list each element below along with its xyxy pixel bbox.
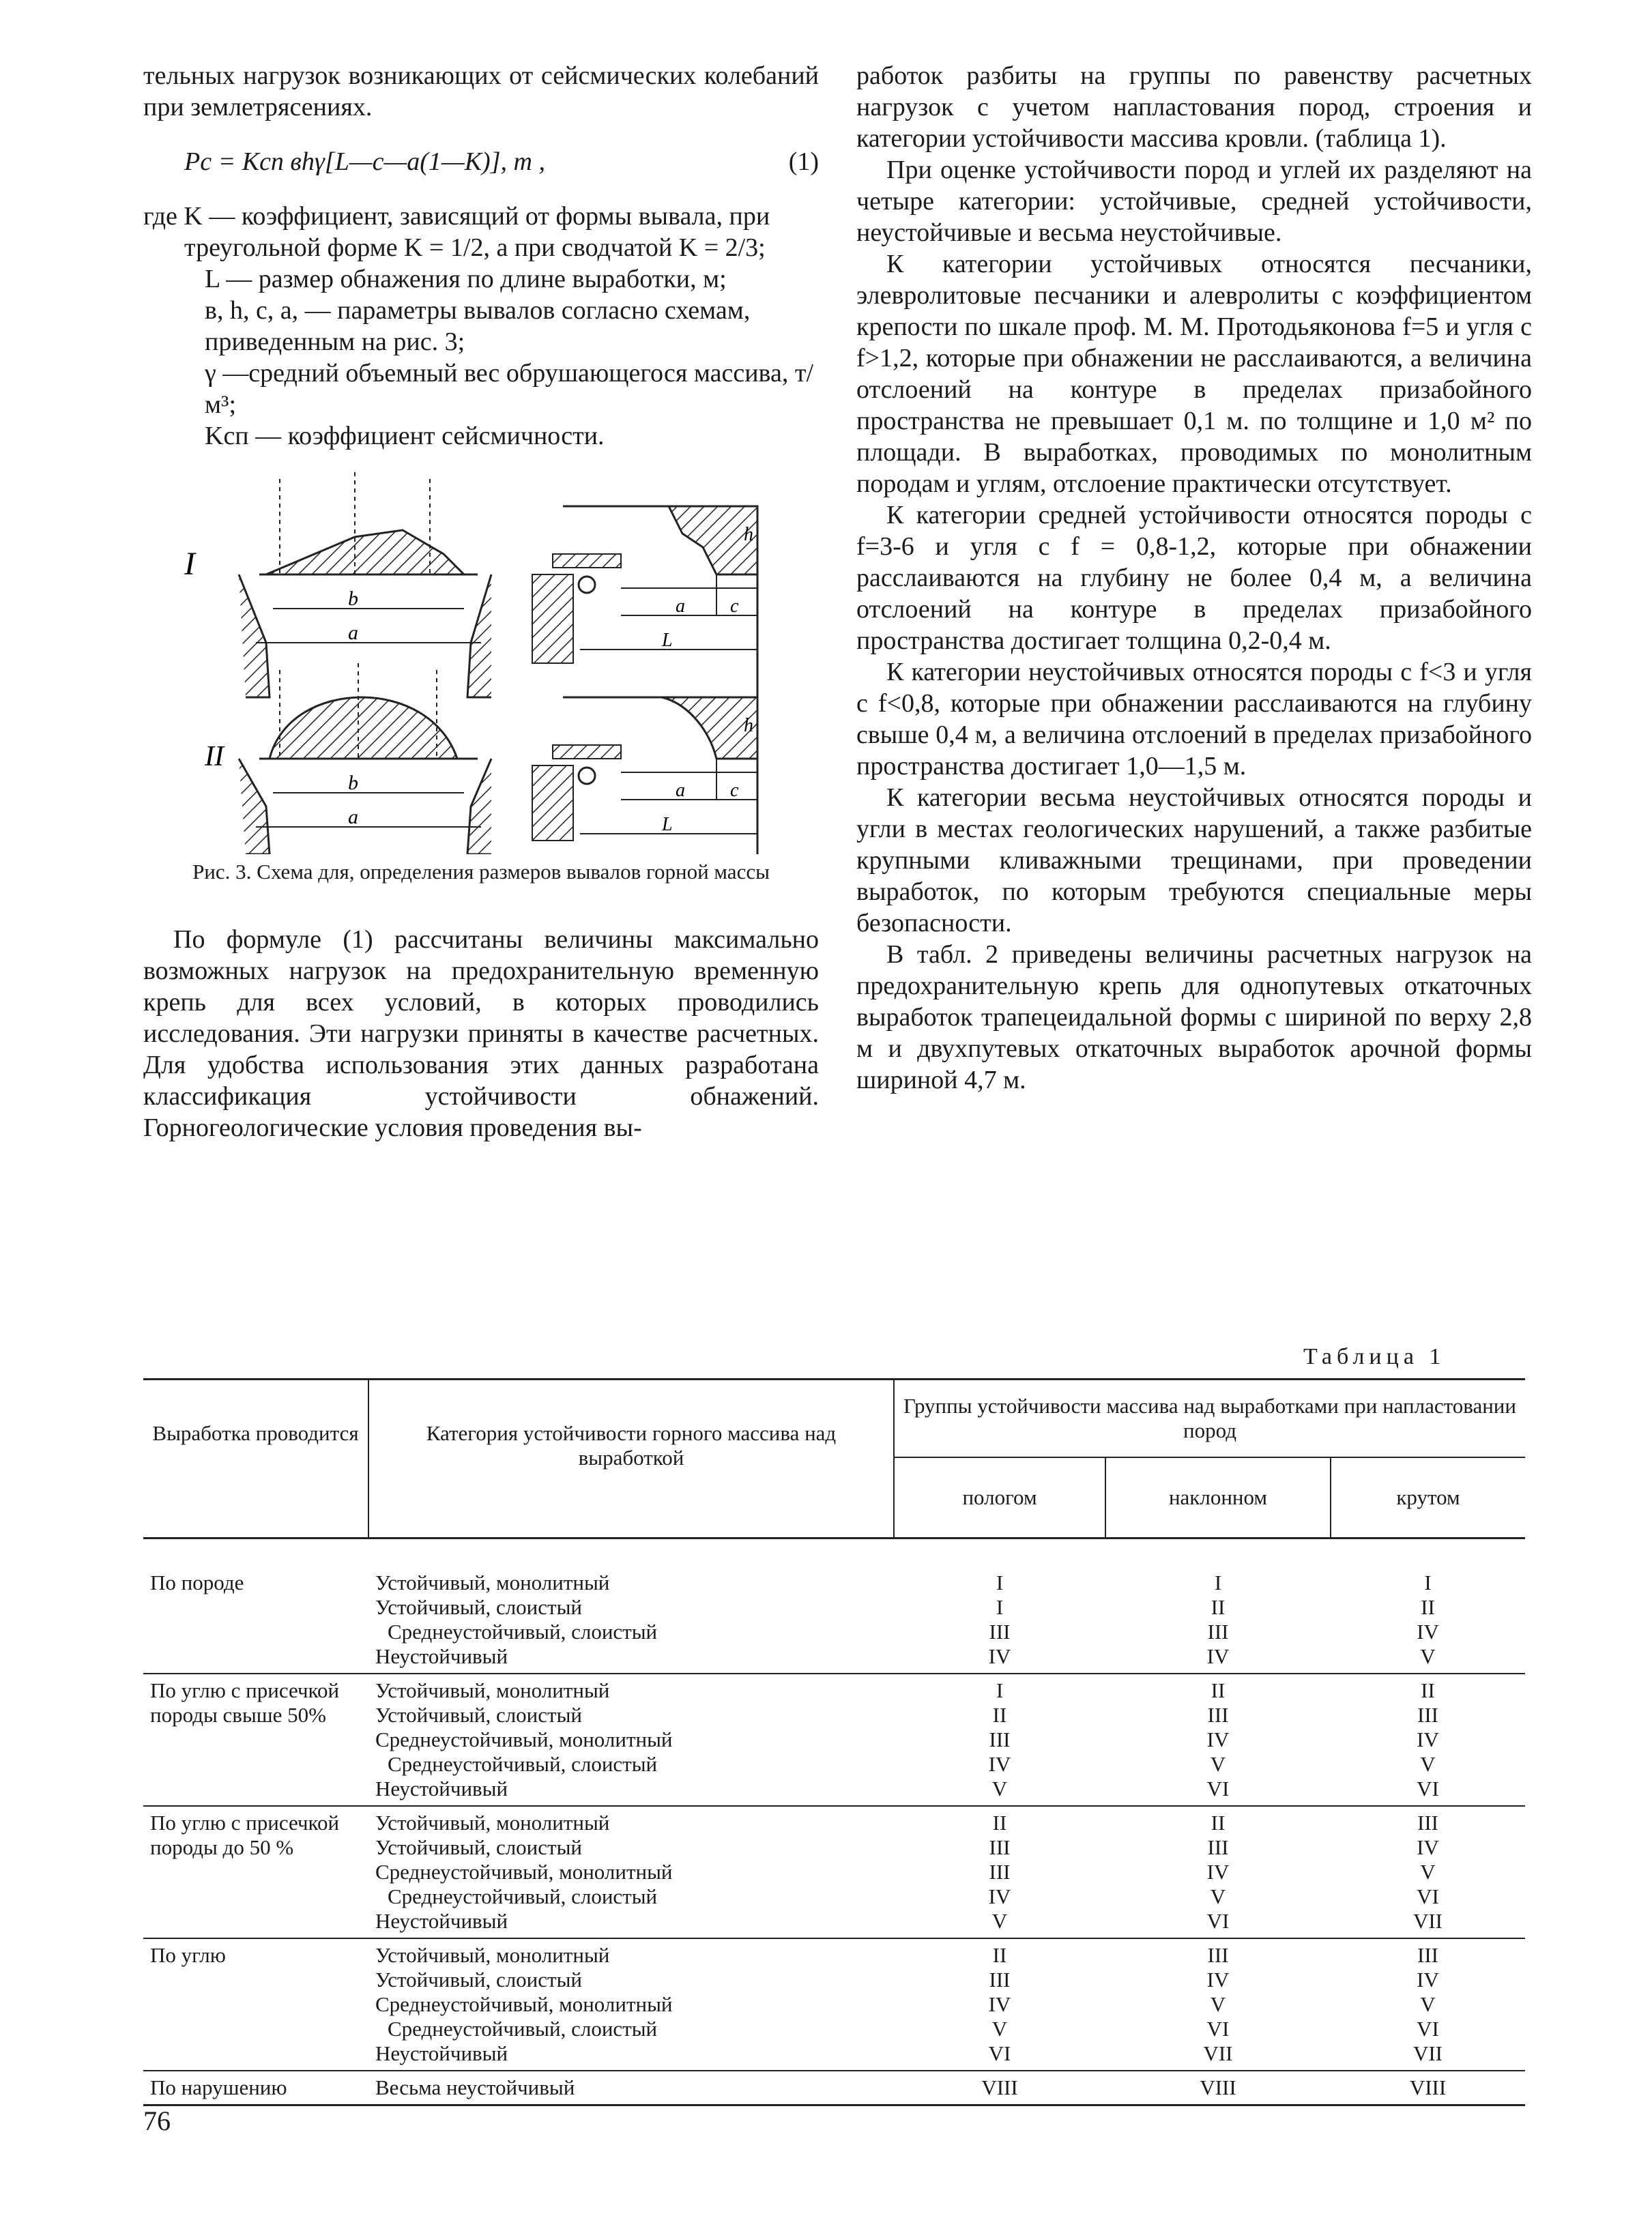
group-value: III [989, 1727, 1011, 1751]
paragraph-categories: При оценке устойчивости пород и углей их разделяют на четыре категории: устойчивые, средней устойчивости, неустойчивые и весьма неустойчивые. [856, 156, 1532, 247]
group-value: IV [988, 1884, 1011, 1908]
group-value-cell [1331, 1674, 1525, 1806]
category-label: Устойчивый, слоистый [375, 1835, 582, 1859]
group-value: III [1207, 1835, 1229, 1859]
definition-ksp: Kсп — коэффициент сейсмичности. [205, 422, 605, 450]
row-label-1: I [184, 546, 195, 582]
group-value: III [989, 1968, 1011, 1992]
group-value: IV [1417, 1835, 1439, 1859]
group-value: III [1417, 1811, 1438, 1835]
category-label: Неустойчивый [375, 1909, 508, 1933]
group-value: II [1211, 1811, 1226, 1835]
group-value: V [1420, 1860, 1436, 1884]
label-a-1: a [348, 622, 358, 644]
formula-number: (1) [788, 147, 819, 176]
group-value: V [991, 1909, 1008, 1933]
group-value: V [1420, 1752, 1436, 1776]
category-label: Среднеустойчивый, монолитный [375, 1727, 673, 1751]
category-label: Неустойчивый [375, 2041, 508, 2065]
label-b-1: b [348, 587, 358, 610]
group-value: IV [1417, 1620, 1439, 1644]
label-c-1: c [730, 596, 739, 617]
group-value: III [989, 1835, 1011, 1859]
group-value: III [1417, 1703, 1438, 1727]
category-label: Устойчивый, монолитный [375, 1943, 610, 1967]
group-value-cell [1105, 1938, 1331, 2071]
category-label: Среднеустойчивый, слоистый [388, 2017, 658, 2041]
group-value: VI [1417, 1884, 1439, 1908]
workings-label: По породе [150, 1571, 244, 1594]
group-value: II [992, 1943, 1007, 1967]
left-column [143, 60, 819, 1143]
category-label: Неустойчивый [375, 1644, 508, 1668]
header-groups: Группы устойчивости массива над выработками при напластовании пород [894, 1380, 1525, 1458]
group-value: IV [988, 1992, 1011, 2016]
group-value-cell [1105, 1674, 1331, 1806]
group-value: IV [1206, 1860, 1230, 1884]
paragraph-formula-results: По формуле (1) рассчитаны величины максимально возможных нагрузок на предохранительную временную крепь для всех условий, в которых проводились исследования. Эти нагрузки приняты в качестве расчетных. Для удобства использования этих данных разработана классификация устойчивости обнажений. Горногеологические условия проведения вы- [143, 925, 819, 1142]
group-value: VI [988, 2041, 1011, 2065]
group-value-cell [1105, 2071, 1331, 2105]
group-value-cell [894, 1806, 1105, 1938]
category-cell [368, 1566, 894, 1674]
group-value-cell [1331, 1938, 1525, 2071]
scheme-1-cross-section [239, 472, 491, 697]
group-value: IV [988, 1752, 1011, 1776]
group-value: I [996, 1678, 1004, 1702]
group-value: III [1207, 1943, 1229, 1967]
category-label: Неустойчивый [375, 1777, 508, 1800]
group-value: VI [1206, 2017, 1230, 2041]
table-group-row [143, 1674, 1525, 1806]
definition-params: в, h, с, а, — параметры вывалов согласно схемам, приведенным на рис. 3; [205, 296, 751, 356]
group-value: IV [1417, 1727, 1439, 1751]
page-number: 76 [143, 2105, 171, 2136]
group-value: V [1210, 1992, 1226, 2016]
intro-text: тельных нагрузок возникающих от сейсмических колебаний при землетрясениях. [143, 61, 819, 121]
group-value: VIII [1200, 2075, 1236, 2099]
paragraph-stable: К категории устойчивых относятся песчаники, элевролитовые песчаники и алевролиты с коэффициентом крепости по шкале проф. М. М. Протодьяконова f=5 и угля с f>1,2, которые при обнажении не расслаиваются, а величина отслоений на контуре в пределах призабойного пространства не превышает 0,1 м. по толщине и 1,0 м² по площади. В выработках, проводимых по монолитным породам и углям, отслоение практически отсутствует. [856, 250, 1532, 498]
row-label-2: II [205, 741, 224, 772]
table-group-row [143, 1806, 1525, 1938]
paragraph-table2: В табл. 2 приведены величины расчетных нагрузок на предохранительную крепь для однопутевых откаточных выработок трапецеидальной формы с шириной по верху 2,8 м и двухпутевых откаточных выработок арочной формы шириной 4,7 м. [856, 940, 1532, 1094]
group-value: II [992, 1811, 1007, 1835]
group-value: I [996, 1571, 1004, 1594]
group-value: IV [1206, 1968, 1230, 1992]
definition-gamma: γ —средний объемный вес обрушающегося массива, т/м³; [205, 359, 814, 419]
group-value: V [991, 2017, 1008, 2041]
group-value: III [1417, 1943, 1438, 1967]
paragraph-medium: К категории средней устойчивости относятся породы с f=3-6 и угля с f = 0,8-1,2, которые при обнажении расслаиваются на глубину не более 0,4 м, а величина отслоений на контуре в пределах призабойного пространства достигает толщина 0,2-0,4 м. [856, 501, 1532, 655]
group-value: VII [1412, 1909, 1443, 1933]
group-value-cell [1105, 1566, 1331, 1674]
group-value: II [1211, 1595, 1226, 1619]
category-label: Устойчивый, слоистый [375, 1703, 582, 1727]
group-value-cell [894, 1566, 1105, 1674]
scheme-1-longitudinal [532, 506, 757, 697]
category-label: Среднеустойчивый, монолитный [375, 1860, 673, 1884]
scheme-2-longitudinal [532, 697, 757, 854]
group-value: III [989, 1860, 1011, 1884]
group-value: V [1210, 1884, 1226, 1908]
group-value-cell [894, 2071, 1105, 2105]
definition-l: L — размер обнажения по длине выработки, м; [205, 265, 727, 293]
label-a-4: a [676, 780, 685, 801]
group-value: V [991, 1777, 1008, 1800]
group-value-cell [1331, 1806, 1525, 1938]
category-label: Устойчивый, слоистый [375, 1968, 582, 1992]
group-value: I [1214, 1571, 1222, 1594]
table-1 [143, 1378, 1525, 2106]
group-value: VII [1412, 2041, 1443, 2065]
label-h-1: h [744, 524, 753, 545]
category-cell [368, 1806, 894, 1938]
header-workings: Выработка проводится [152, 1421, 359, 1445]
category-cell [368, 1938, 894, 2071]
right-column [856, 60, 1532, 1096]
group-value: IV [1206, 1727, 1230, 1751]
paragraph-very-unstable: К категории весьма неустойчивых относятся породы и угли в местах геологических нарушений, а также разбитые крупными кливажными трещинами, при проведении выработок, по которым требуются специальные меры безопасности. [856, 783, 1532, 937]
group-value: III [989, 1620, 1011, 1644]
category-label: Устойчивый, монолитный [375, 1571, 610, 1594]
group-value: IV [1206, 1644, 1230, 1668]
collapse-schemes-diagram [143, 472, 819, 854]
group-value: VI [1417, 2017, 1439, 2041]
table-group-row [143, 1938, 1525, 2071]
group-value: VI [1206, 1777, 1230, 1800]
stability-table [143, 1378, 1525, 2106]
label-h-2: h [744, 715, 753, 736]
group-value: II [1421, 1595, 1435, 1619]
label-l-2: L [662, 814, 673, 835]
group-value: VI [1417, 1777, 1439, 1800]
category-label: Среднеустойчивый, слоистый [388, 1884, 658, 1908]
group-value-cell [894, 1674, 1105, 1806]
label-a-2: a [676, 596, 685, 617]
category-label: Весьма неустойчивый [375, 2075, 575, 2099]
group-value: IV [988, 1644, 1011, 1668]
table-group-row [143, 1566, 1525, 1674]
label-c-2: c [730, 780, 739, 801]
group-value: V [1420, 1992, 1436, 2016]
group-value: II [992, 1703, 1007, 1727]
group-value: V [1210, 1752, 1226, 1776]
label-l-1: L [662, 630, 673, 651]
header-steep: крутом [1331, 1457, 1525, 1539]
formula-1 [143, 123, 819, 201]
formula-text: Pс = Kсп вhγ[L—c—a(1—K)], т , [184, 147, 545, 176]
scheme-2-cross-section [239, 663, 491, 854]
group-value: I [996, 1595, 1004, 1619]
workings-label: По углю с присечкой породы свыше 50% [150, 1678, 340, 1727]
figure-caption: Рис. 3. Схема для, определения размеров вывалов горной массы [192, 860, 770, 884]
category-cell [368, 2071, 894, 2105]
definition-k: где K — коэффициент, зависящий от формы вывала, при треугольной форме K = 1/2, а при сводчатой K = 2/3; [143, 202, 770, 262]
category-label: Устойчивый, слоистый [375, 1595, 582, 1619]
group-value: VIII [1409, 2075, 1447, 2099]
table-body [143, 1539, 1525, 2105]
group-value: VIII [981, 2075, 1018, 2099]
group-value: VII [1203, 2041, 1233, 2065]
category-label: Среднеустойчивый, монолитный [375, 1992, 673, 2016]
category-cell [368, 1674, 894, 1806]
formula-definitions [143, 201, 819, 452]
group-value: V [1420, 1644, 1436, 1668]
label-b-2: b [348, 772, 358, 794]
category-label: Среднеустойчивый, слоистый [388, 1752, 658, 1776]
header-category: Категория устойчивости горного массива над выработкой [368, 1380, 894, 1539]
group-value-cell [1331, 1566, 1525, 1674]
table-title: Таблица 1 [1303, 1344, 1446, 1369]
group-value-cell [894, 1938, 1105, 2071]
header-gentle: пологом [894, 1457, 1105, 1539]
header-inclined: наклонном [1105, 1457, 1331, 1539]
group-value: VI [1206, 1909, 1230, 1933]
workings-label: По нарушению [150, 2075, 287, 2099]
group-value: I [1424, 1571, 1432, 1594]
category-label: Среднеустойчивый, слоистый [388, 1620, 658, 1644]
figure-3 [143, 472, 819, 854]
category-label: Устойчивый, монолитный [375, 1811, 610, 1835]
group-value: III [1207, 1620, 1229, 1644]
group-value: II [1421, 1678, 1435, 1702]
paragraph-unstable: К категории неустойчивых относятся породы с f<3 и угля с f<0,8, которые при обнажении расслаиваются на глубину свыше 0,4 м, а величина отслоений в пределах призабойного пространства достигает 1,0—1,5 м. [856, 658, 1532, 781]
group-value: IV [1417, 1968, 1439, 1992]
category-label: Устойчивый, монолитный [375, 1678, 610, 1702]
group-value: III [1207, 1703, 1229, 1727]
workings-label: По углю [150, 1943, 226, 1967]
table-group-row [143, 2071, 1525, 2105]
group-value-cell [1331, 2071, 1525, 2105]
label-a-3: a [348, 806, 358, 828]
workings-label: По углю с присечкой породы до 50 % [150, 1811, 340, 1859]
group-value-cell [1105, 1806, 1331, 1938]
paragraph-groups: работок разбиты на группы по равенству расчетных нагрузок с учетом напластования пород, строения и категории устойчивости массива кровли. (таблица 1). [856, 61, 1532, 153]
group-value: II [1211, 1678, 1226, 1702]
